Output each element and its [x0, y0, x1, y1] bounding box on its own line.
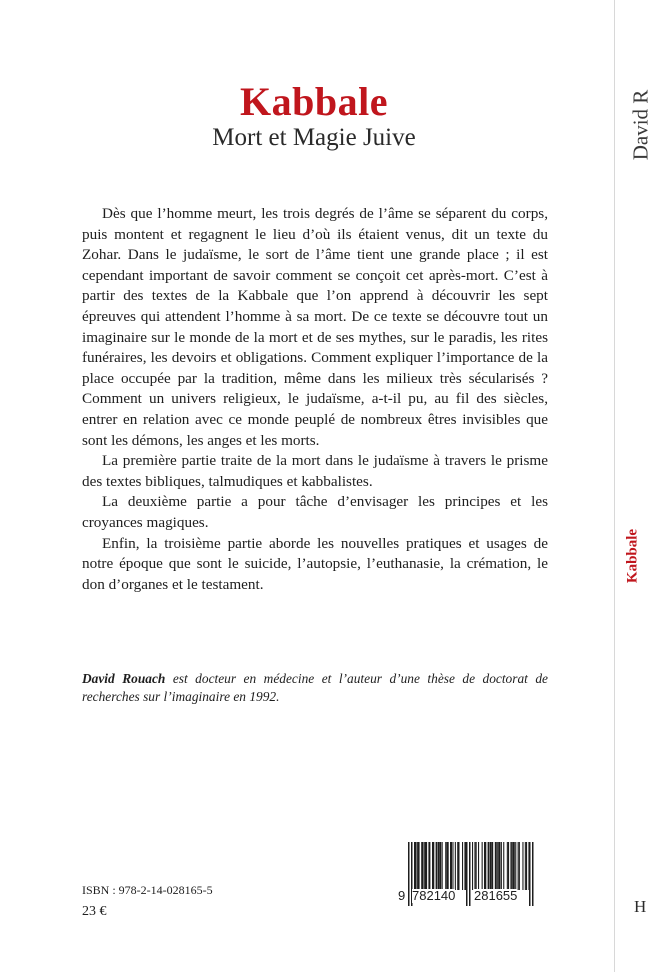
- barcode-bar: [450, 842, 452, 890]
- barcode-bar: [508, 842, 509, 890]
- blurb-paragraph: La deuxième partie a pour tâche d’envisager les principes et les croyances magiques.: [82, 493, 548, 531]
- blurb-paragraph: Dès que l’homme meurt, les trois degrés de l’âme se séparent du corps, puis montent et regagnent le lieu d’où ils étaient venus, dit un texte du Zohar. Dans le judaïsme, le sort de l’âme tient une grande place ; il est cependant important de savoir comment se conçoit cet après-mort. C’est à partir des textes de la Kabbale que l’on apprend à découvrir les sept épreuves qui attendent l’homme à sa mort. De ce texte se découvre tout un imaginaire sur le monde de la mort et de ses mythes, sur le paradis, les rites funéraires, les devoirs et obligations. Comment expliquer l’importance de la place occupée par la tradition, même dans les milieux très sécularisés ? Comment un univers religieux, le judaïsme, a-t-il pu, au fil des siècles, entrer en relation avec ce monde peuplé de nombreux êtres invisibles que sont les démons, les anges et les morts.: [82, 205, 548, 449]
- barcode-bar: [522, 842, 523, 890]
- barcode-bar: [416, 842, 417, 890]
- blurb-paragraph: Enfin, la troisième partie aborde les nouvelles pratiques et usages de notre époque que sont le suicide, l’autopsie, l’euthanasie, la crémation, le don d’organes et le testament.: [82, 534, 548, 593]
- barcode-bar: [462, 842, 463, 890]
- barcode-bar: [428, 842, 430, 890]
- author-name: David Rouach: [82, 671, 166, 686]
- barcode-bar: [488, 842, 490, 890]
- barcode-bar: [448, 842, 449, 890]
- barcode-guard-bar: [469, 842, 471, 906]
- barcode-bar: [503, 842, 504, 890]
- barcode-bar: [519, 842, 520, 890]
- barcode-bar: [497, 842, 498, 890]
- barcode-bar: [421, 842, 423, 890]
- barcode-bar: [439, 842, 441, 890]
- barcode-first-digit: 9: [398, 888, 406, 903]
- blurb-paragraph: La première partie traite de la mort dans le judaïsme à travers le prisme des textes bibliques, talmudiques et kabbalistes.: [82, 452, 548, 490]
- book-subtitle: Mort et Magie Juive: [212, 124, 416, 151]
- author-bio: [82, 670, 548, 706]
- barcode-bar: [445, 842, 446, 890]
- barcode-right-group: 281655: [474, 888, 518, 903]
- barcode-bar: [442, 842, 443, 890]
- price: 23 €: [82, 904, 107, 919]
- spine-fold: [614, 0, 615, 972]
- barcode-bar: [485, 842, 486, 890]
- barcode-bar: [433, 842, 434, 890]
- barcode-bar: [513, 842, 515, 890]
- barcode-bar: [498, 842, 500, 890]
- spine-author: David R: [628, 89, 653, 161]
- barcode-guard-bar: [466, 842, 468, 906]
- barcode-bar: [482, 842, 483, 890]
- barcode-guard-bar: [408, 842, 410, 906]
- barcode-guard-bar: [532, 842, 534, 906]
- isbn: ISBN : 978-2-14-028165-5: [82, 883, 213, 897]
- barcode-bar: [476, 842, 477, 890]
- barcode-bar: [526, 842, 527, 890]
- barcode-bar: [438, 842, 439, 890]
- barcode-bar: [455, 842, 456, 890]
- barcode-bar: [414, 842, 416, 890]
- barcode-bar: [518, 842, 519, 890]
- book-title: Kabbale: [240, 79, 388, 124]
- barcode-bar: [507, 842, 508, 890]
- barcode-bar: [472, 842, 473, 890]
- barcode-bar: [418, 842, 420, 890]
- barcode-bar: [478, 842, 479, 890]
- barcode-left-group: 782140: [412, 888, 456, 903]
- barcode-bar: [490, 842, 491, 890]
- barcode-bar: [512, 842, 513, 890]
- barcode-bar: [515, 842, 516, 890]
- back-cover-blurb: [82, 204, 548, 595]
- barcode-bar: [501, 842, 502, 890]
- barcode-bar: [510, 842, 511, 890]
- barcode-bar: [426, 842, 427, 890]
- author-bio-text: est docteur en médecine et l’auteur d’une thèse de doctorat de recherches sur l’imaginaire en 1992.: [82, 671, 548, 704]
- barcode-bar: [452, 842, 453, 890]
- spine-title: Kabbale: [624, 528, 641, 584]
- barcode-bar: [474, 842, 475, 890]
- barcode-bar: [436, 842, 438, 890]
- barcode-bar: [424, 842, 425, 890]
- barcode-bar: [491, 842, 493, 890]
- barcode-guard-bar: [529, 842, 531, 906]
- barcode-bar: [495, 842, 497, 890]
- spine-publisher-logo: H: [634, 897, 647, 916]
- barcode-bar: [525, 842, 526, 890]
- barcode-bar: [458, 842, 459, 890]
